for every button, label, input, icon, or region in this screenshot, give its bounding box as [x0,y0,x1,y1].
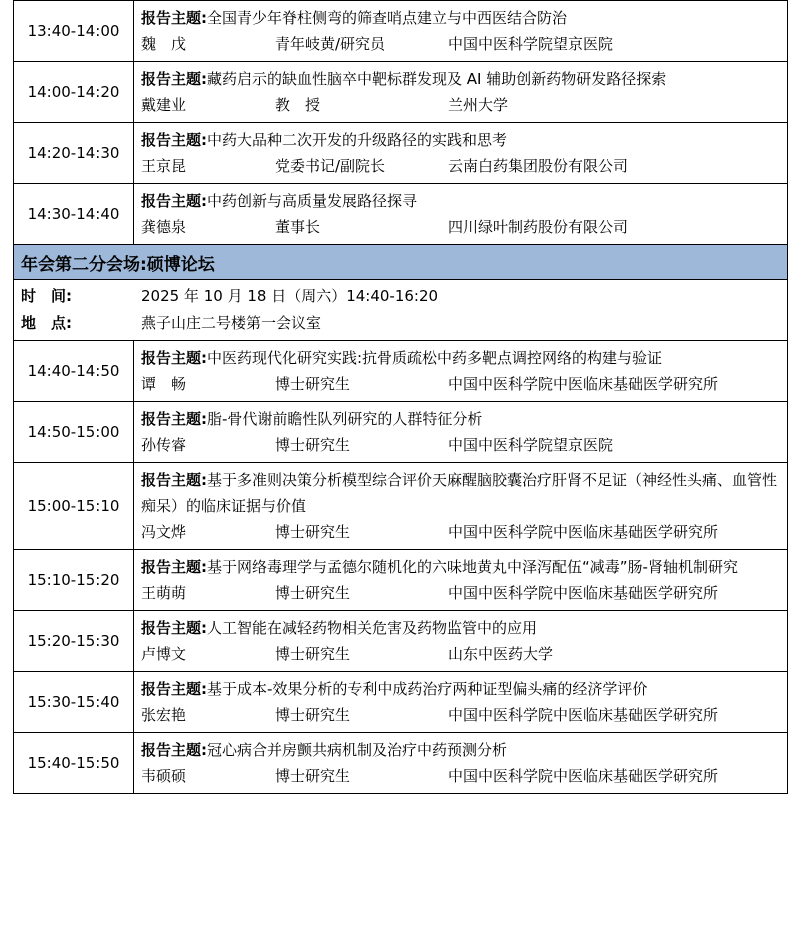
speaker-line [141,432,783,458]
speaker-line [141,214,783,240]
session-time: 15:00-15:10 [14,463,134,550]
section-block [14,245,788,341]
topic-label: 报告主题: [141,471,207,489]
session-topic [141,467,783,519]
session-content [134,402,788,463]
time-label: 时 间: [21,287,72,305]
topic-label: 报告主题: [141,619,207,637]
speaker-name: 戴建业 [141,96,187,114]
topic-label: 报告主题: [141,349,207,367]
speaker-line [141,519,783,545]
session-topic [141,345,783,371]
speaker-org: 中国中医科学院望京医院 [448,35,614,53]
topic-label: 报告主题: [141,741,207,759]
topic-label: 报告主题: [141,70,207,88]
speaker-line [141,580,783,606]
speaker-title: 博士研究生 [275,375,351,393]
speaker-org: 四川绿叶制药股份有限公司 [448,218,629,236]
session-topic [141,406,783,432]
topic-text: 基于网络毒理学与孟德尔随机化的六味地黄丸中泽泻配伍“减毒”肠-肾轴机制研究 [207,558,738,576]
speaker-org: 中国中医科学院中医临床基础医学研究所 [448,375,719,393]
section-header-row [14,245,788,280]
speaker-name: 谭 畅 [141,375,187,393]
sessions-after [14,341,788,794]
sessions-before [14,1,788,245]
speaker-org: 中国中医科学院中医临床基础医学研究所 [448,767,719,785]
session-time: 14:40-14:50 [14,341,134,402]
speaker-name: 冯文烨 [141,523,187,541]
topic-label: 报告主题: [141,9,207,27]
topic-text: 基于多准则决策分析模型综合评价天麻醒脑胶囊治疗肝肾不足证（神经性头痛、血管性痴呆）的临床证据与价值 [141,471,778,515]
session-row [14,123,788,184]
session-topic [141,615,783,641]
session-content [134,1,788,62]
topic-text: 基于成本-效果分析的专利中成药治疗两种证型偏头痛的经济学评价 [207,680,648,698]
session-topic [141,188,783,214]
session-row [14,184,788,245]
speaker-line [141,641,783,667]
topic-label: 报告主题: [141,410,207,428]
speaker-name: 龚德泉 [141,218,187,236]
session-time: 14:30-14:40 [14,184,134,245]
speaker-title: 博士研究生 [275,523,351,541]
time-info [14,283,787,310]
speaker-name: 孙传睿 [141,436,187,454]
session-row [14,733,788,794]
speaker-line [141,763,783,789]
speaker-title: 党委书记/副院长 [275,157,386,175]
topic-label: 报告主题: [141,192,207,210]
session-row [14,550,788,611]
speaker-title: 董事长 [275,218,321,236]
speaker-title: 博士研究生 [275,645,351,663]
speaker-name: 王京昆 [141,157,187,175]
section-title: 年会第二分会场:硕博论坛 [14,245,788,280]
topic-text: 中药创新与高质量发展路径探寻 [207,192,418,210]
topic-text: 中医药现代化研究实践:抗骨质疏松中药多靶点调控网络的构建与验证 [207,349,663,367]
topic-text: 脂-骨代谢前瞻性队列研究的人群特征分析 [207,410,483,428]
place-info [14,310,787,337]
topic-label: 报告主题: [141,680,207,698]
speaker-title: 博士研究生 [275,767,351,785]
speaker-org: 云南白药集团股份有限公司 [448,157,629,175]
speaker-org: 中国中医科学院中医临床基础医学研究所 [448,584,719,602]
topic-label: 报告主题: [141,558,207,576]
session-time: 15:30-15:40 [14,672,134,733]
speaker-org: 山东中医药大学 [448,645,554,663]
speaker-org: 中国中医科学院中医临床基础医学研究所 [448,706,719,724]
speaker-title: 教 授 [275,96,321,114]
speaker-line [141,31,783,57]
speaker-name: 卢博文 [141,645,187,663]
place-value: 燕子山庄二号楼第一会议室 [141,314,322,332]
section-info-row [14,280,788,341]
session-time: 13:40-14:00 [14,1,134,62]
session-row [14,463,788,550]
speaker-org: 中国中医科学院中医临床基础医学研究所 [448,523,719,541]
speaker-org: 中国中医科学院望京医院 [448,436,614,454]
speaker-title: 博士研究生 [275,706,351,724]
session-topic [141,737,783,763]
session-time: 15:10-15:20 [14,550,134,611]
speaker-org: 兰州大学 [448,96,509,114]
session-time: 14:50-15:00 [14,402,134,463]
topic-text: 中药大品种二次开发的升级路径的实践和思考 [207,131,508,149]
session-topic [141,127,783,153]
session-content [134,550,788,611]
speaker-name: 韦硕硕 [141,767,187,785]
session-content [134,611,788,672]
speaker-name: 王萌萌 [141,584,187,602]
session-content [134,123,788,184]
session-content [134,733,788,794]
topic-text: 人工智能在减轻药物相关危害及药物监管中的应用 [207,619,538,637]
session-row [14,672,788,733]
speaker-name: 张宏艳 [141,706,187,724]
topic-text: 冠心病合并房颤共病机制及治疗中药预测分析 [207,741,508,759]
speaker-line [141,702,783,728]
speaker-title: 青年岐黄/研究员 [275,35,386,53]
session-content [134,672,788,733]
speaker-title: 博士研究生 [275,436,351,454]
session-time: 15:20-15:30 [14,611,134,672]
session-time: 14:00-14:20 [14,62,134,123]
session-content [134,184,788,245]
session-row [14,62,788,123]
session-topic [141,66,783,92]
session-content [134,463,788,550]
agenda-sheet [13,0,787,794]
topic-text: 全国青少年脊柱侧弯的筛查哨点建立与中西医结合防治 [207,9,568,27]
topic-text: 藏药启示的缺血性脑卒中靶标群发现及 AI 辅助创新药物研发路径探索 [207,70,667,88]
speaker-line [141,371,783,397]
session-topic [141,5,783,31]
session-row [14,402,788,463]
session-content [134,62,788,123]
session-time: 15:40-15:50 [14,733,134,794]
speaker-title: 博士研究生 [275,584,351,602]
place-label: 地 点: [21,314,72,332]
speaker-line [141,153,783,179]
session-row [14,1,788,62]
session-row [14,341,788,402]
session-time: 14:20-14:30 [14,123,134,184]
session-row [14,611,788,672]
speaker-line [141,92,783,118]
agenda-table [13,0,788,794]
topic-label: 报告主题: [141,131,207,149]
session-content [134,341,788,402]
session-topic [141,554,783,580]
time-value: 2025 年 10 月 18 日（周六）14:40-16:20 [141,287,439,305]
speaker-name: 魏 戊 [141,35,187,53]
session-topic [141,676,783,702]
